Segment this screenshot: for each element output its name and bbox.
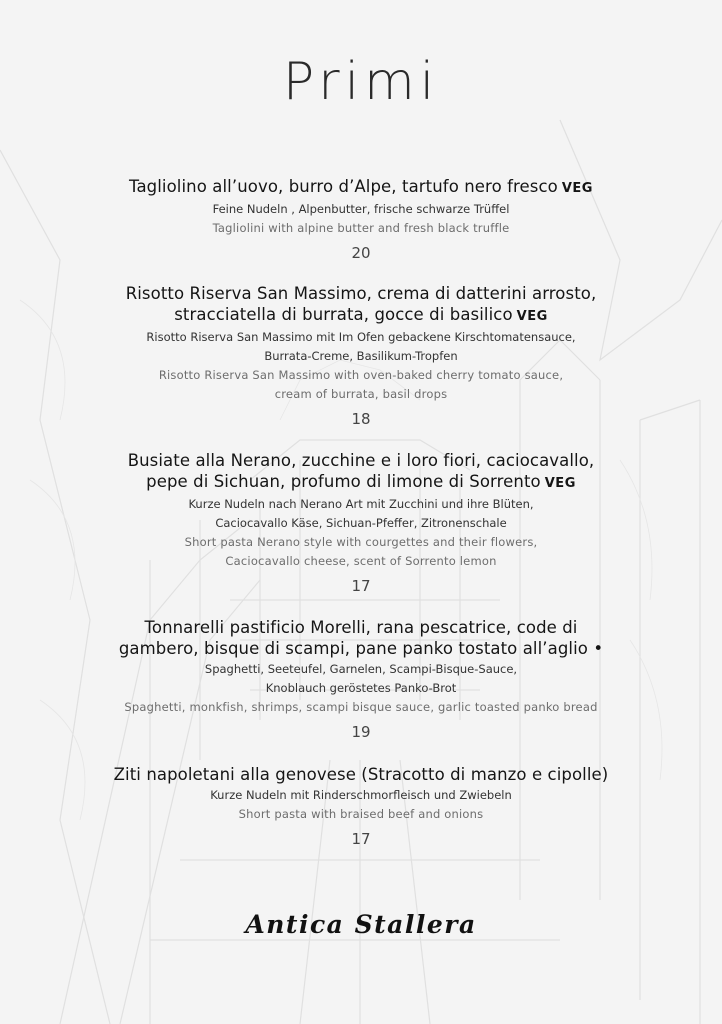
dish-description-de: Spaghetti, Seeteufel, Garnelen, Scampi-Bisque-Sauce, (204, 662, 518, 676)
dish-description-de: Risotto Riserva San Massimo mit Im Ofen gebackene Kirschtomatensauce, (146, 330, 576, 344)
dish-price: 19 (351, 723, 371, 741)
dish-description-de-line2: Caciocavallo Käse, Sichuan-Pfeffer, Zitronenschale (215, 516, 507, 530)
dish-description-en: Spaghetti, monkfish, shrimps, scampi bisque sauce, garlic toasted panko bread (124, 700, 598, 714)
dish-name: Risotto Riserva San Massimo, crema di datterini arrosto, (125, 284, 597, 303)
dish-description-de: Feine Nudeln , Alpenbutter, frische schwarze Trüffel (212, 202, 510, 216)
dish-description-en: Tagliolini with alpine butter and fresh black truffle (212, 221, 510, 235)
menu-item (0, 764, 722, 849)
dish-name-line2 (0, 304, 722, 327)
dish-price: 18 (351, 410, 371, 428)
dish-description-en-line2: cream of burrata, basil drops (274, 387, 448, 401)
dish-name (0, 176, 722, 199)
dish-price: 17 (351, 577, 371, 595)
dish-name: Ziti napoletani alla genovese (Stracotto di manzo e cipolle) (113, 765, 609, 784)
dish-name-line2: gambero, bisque di scampi, pane panko tostato all’aglio • (118, 639, 604, 658)
dish-name: Tonnarelli pastificio Morelli, rana pescatrice, code di (144, 618, 578, 637)
dish-name-line2 (0, 471, 722, 494)
dish-description-en: Risotto Riserva San Massimo with oven-baked cherry tomato sauce, (158, 368, 564, 382)
section-title: Primi (282, 52, 440, 112)
dish-description-en: Short pasta Nerano style with courgettes and their flowers, (184, 535, 538, 549)
menu-item (0, 450, 722, 596)
veg-badge: VEG (516, 309, 548, 324)
dish-description-en-line2: Caciocavallo cheese, scent of Sorrento lemon (225, 554, 497, 568)
menu-item (0, 617, 722, 742)
dish-description-en: Short pasta with braised beef and onions (238, 807, 484, 821)
dish-description-de-line2: Knoblauch geröstetes Panko-Brot (265, 681, 457, 695)
dish-name: Busiate alla Nerano, zucchine e i loro fiori, caciocavallo, (127, 451, 595, 470)
dish-name-text: Tagliolino all’uovo, burro d’Alpe, tartufo nero fresco (129, 177, 558, 196)
menu-item (0, 283, 722, 429)
dish-description-de: Kurze Nudeln mit Rinderschmorfleisch und Zwiebeln (210, 788, 512, 802)
dish-name-text: pepe di Sichuan, profumo di limone di Sorrento (146, 472, 541, 491)
dish-name-text: stracciatella di burrata, gocce di basilico (174, 305, 513, 324)
veg-badge: VEG (561, 181, 593, 196)
dish-price: 20 (351, 244, 371, 262)
veg-badge: VEG (544, 476, 576, 491)
dish-price: 17 (351, 830, 371, 848)
restaurant-logo: Antica Stallera (245, 910, 477, 939)
dish-description-de-line2: Burrata-Creme, Basilikum-Tropfen (264, 349, 458, 363)
menu-item (0, 176, 722, 263)
dish-description-de: Kurze Nudeln nach Nerano Art mit Zucchini und ihre Blüten, (188, 497, 534, 511)
